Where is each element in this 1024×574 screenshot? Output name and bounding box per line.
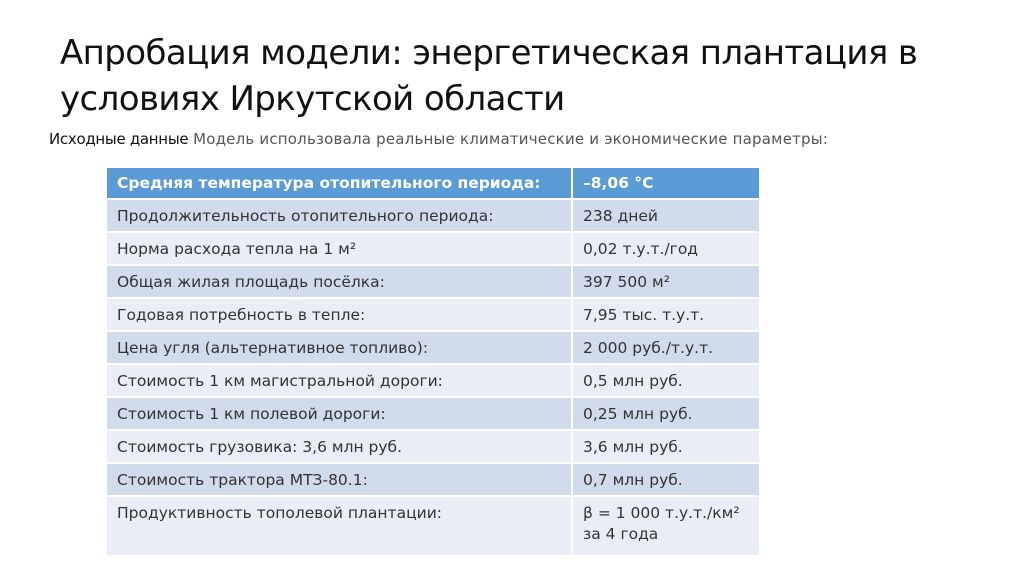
table-row	[107, 331, 759, 364]
value-cell: 397 500 м²	[572, 265, 759, 298]
value-cell: 7,95 тыс. т.у.т.	[572, 298, 759, 331]
param-cell: Стоимость 1 км магистральной дороги:	[107, 364, 572, 397]
param-cell: Стоимость грузовика: 3,6 млн руб.	[107, 430, 572, 463]
param-cell: Стоимость 1 км полевой дороги:	[107, 397, 572, 430]
value-cell: 0,25 млн руб.	[572, 397, 759, 430]
table-row	[107, 364, 759, 397]
param-cell: Общая жилая площадь посёлка:	[107, 265, 572, 298]
intro-text: Модель использовала реальные климатические и экономические параметры:	[193, 130, 829, 148]
intro-line	[49, 129, 828, 149]
table-row	[107, 232, 759, 265]
intro-lead: Исходные данные	[49, 130, 189, 148]
slide-title: Апробация модели: энергетическая плантация в условиях Иркутской области	[60, 33, 918, 119]
value-cell: 2 000 руб./т.у.т.	[572, 331, 759, 364]
param-cell: Продолжительность отопительного периода:	[107, 199, 572, 232]
table-row	[107, 199, 759, 232]
table-header-row	[107, 168, 759, 199]
parameters-table	[107, 168, 759, 557]
param-cell: Годовая потребность в тепле:	[107, 298, 572, 331]
param-cell: Стоимость трактора МТЗ-80.1:	[107, 463, 572, 496]
param-cell: Цена угля (альтернативное топливо):	[107, 331, 572, 364]
param-cell: Продуктивность тополевой плантации:	[107, 496, 572, 556]
value-cell: 0,02 т.у.т./год	[572, 232, 759, 265]
value-cell: 238 дней	[572, 199, 759, 232]
table-row	[107, 397, 759, 430]
value-cell: 0,5 млн руб.	[572, 364, 759, 397]
header-param-cell: Средняя температура отопительного периода:	[107, 168, 572, 199]
param-cell: Норма расхода тепла на 1 м²	[107, 232, 572, 265]
table-row	[107, 496, 759, 556]
table-row	[107, 463, 759, 496]
table-row	[107, 265, 759, 298]
value-cell: 3,6 млн руб.	[572, 430, 759, 463]
table-row	[107, 298, 759, 331]
table-row	[107, 430, 759, 463]
value-cell: β = 1 000 т.у.т./км² за 4 года	[572, 496, 759, 556]
header-value-cell: –8,06 °C	[572, 168, 759, 199]
value-cell: 0,7 млн руб.	[572, 463, 759, 496]
